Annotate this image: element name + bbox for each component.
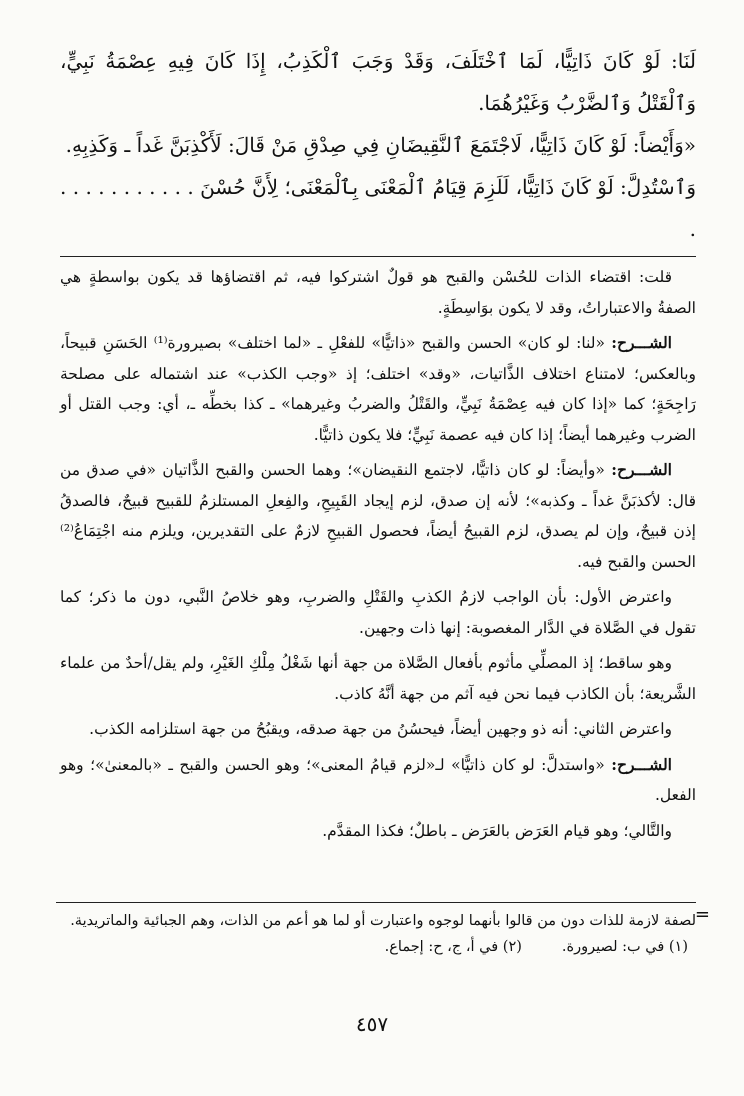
sharh-text: «وأيضاً: لو كان ذاتيًّا، لاجتمع النقيضان»؛ وهما الحسن والقبح الذَّاتيان «في صدق من قال: لأكذبَنَّ غداً ـ وكذبه»؛ لأنه إن صدق، لزم إيجاد القَبِيحِ، والفِعلِ المستلزمُ للقبيح قبيحٌ، فالصدقُ إذن قبيحٌ، وإن لم يصدق، لزم القبيحُ أيضاً، فحصول القبيحِ لازمٌ على التقديرين، ويلزم منه اجْتِمَاعُ⁽²⁾ الحسن والقبح فيه. [60, 461, 696, 571]
sharh-label: الشـــرح: [611, 460, 672, 479]
sharh-text: واعترض الأول: بأن الواجب لازمُ الكذبِ والقَتْلِ والضربِ، وهو خلاصُ النَّبي، دون ما ذكر؛ كما تقول في الصَّلاة في الدَّار المغصوبة: إنها ذات وجهين. [60, 588, 696, 637]
sharh-paragraph-5 [60, 648, 696, 709]
sharh-block [60, 262, 696, 851]
footnote-continuation-mark: = [694, 904, 710, 925]
footnote-separator [56, 902, 696, 903]
sharh-paragraph-8 [60, 816, 696, 847]
sharh-label: الشـــرح: [611, 754, 672, 774]
matn-dots: . . . . . . . . . . . . [60, 175, 696, 241]
sharh-paragraph-6 [60, 714, 696, 745]
matn-line-3 [60, 166, 696, 250]
footnote-2: (٢) في أ، ج، ح: إجماع. [384, 939, 522, 955]
sharh-text: وهو ساقط؛ إذ المصلِّي مأثوم بأفعال الصَّلاة من جهة أنها شَغْلُ مِلْكِ الغَيْرِ، ولم يقل/أحدٌ من علماء الشَّريعة؛ بأن الكاذب فيما نحن فيه آثم من جهة أنَّهُ كاذب. [60, 654, 696, 703]
page-number: ٤٥٧ [355, 1012, 389, 1036]
sharh-text: والتَّالي؛ وهو قيام العَرَض بالعَرَض ـ باطلٌ؛ فكذا المقدَّم. [322, 821, 672, 840]
footnote-list [60, 934, 688, 960]
sharh-text: قلت: اقتضاء الذات للحُسْن والقبح هو قولٌ اشتركوا فيه، ثم اقتضاؤها قد يكون بواسطةٍ هي الصفةُ والاعتباراتُ، وقد لا يكون بوَاسِطَةٍ. [60, 268, 696, 317]
sharh-paragraph-3 [60, 455, 696, 577]
footnote-1: (١) في ب: لصيرورة. [561, 939, 688, 955]
footnote-continuation: لصفة لازمة للذات دون من قالوا بأنهما لوجوه واعتبارت أو لما هو أعم من الذات، وهم الجبائية والماتريدية. [70, 913, 696, 929]
matn-line-3-text: وَٱسْتُدِلَّ: لَوْ كَانَ ذَاتِيًّا، لَلَزِمَ قِيَامُ ٱلْمَعْنَى بِٱلْمَعْنَى؛ لِأَنَّ حُسْنَ [200, 175, 696, 199]
sharh-text: «واستدلَّ: لو كان ذاتيًّا» لـ«لزم قيامُ المعنى»؛ وهو الحسن والقبح ـ «بالمعنىٰ»؛ وهو الفعل. [60, 755, 696, 804]
sharh-label: الشـــرح: [611, 333, 672, 352]
matn-line-2: «وَأَيْضاً: لَوْ كَانَ ذَاتِيًّا، لَاجْتَمَعَ ٱلنَّقِيضَانِ فِي صِدْقِ مَنْ قَالَ: لَأَكْذِبَنَّ غَداً ـ وَكَذِبِهِ. [65, 133, 696, 157]
matn-block [60, 40, 696, 250]
sharh-paragraph-7 [60, 750, 696, 811]
footnotes [60, 908, 696, 960]
sharh-paragraph-2 [60, 328, 696, 450]
sharh-paragraph-1 [60, 262, 696, 323]
matn-separator [60, 256, 696, 257]
sharh-text: «لنا: لو كان» الحسن والقبح «ذاتيًّا» للفعْلِ ـ «لما اختلف» بصيرورة⁽¹⁾ الحَسَنِ قبيحاً، وبالعكس؛ لامتناع اختلاف الذَّاتيات، «وقد» اختلف؛ إذ «وجب الكذب» عند اشتماله على مصلحة رَاجِحَةٍ؛ كما «إذا كان فيه عِصْمَةُ نَبِيٍّ، والقَتْلُ والضربُ وغيرهما» ـ كذا بخطِّه ـ، أي: وجب القتل أو الضرب وغيرهما أيضاً؛ إذا كان فيه عصمة نَبِيٍّ؛ فلا يكون ذاتيًّا. [60, 334, 696, 444]
sharh-text: واعترض الثاني: أنه ذو وجهين أيضاً، فيحسُنُ من جهة صدقه، ويقبُحُ من جهة استلزامه الكذب. [89, 720, 672, 738]
sharh-paragraph-4 [60, 582, 696, 643]
matn-line-1: لَنَا: لَوْ كَانَ ذَاتِيًّا، لَمَا ٱخْتَلَفَ، وَقَدْ وَجَبَ ٱلْكَذِبُ، إِذَا كَانَ فِيهِ عِصْمَةُ نَبِيٍّ، وَٱلْقَتْلُ وَٱلضَّرْبُ وَغَيْرُهُمَا. [60, 49, 696, 115]
